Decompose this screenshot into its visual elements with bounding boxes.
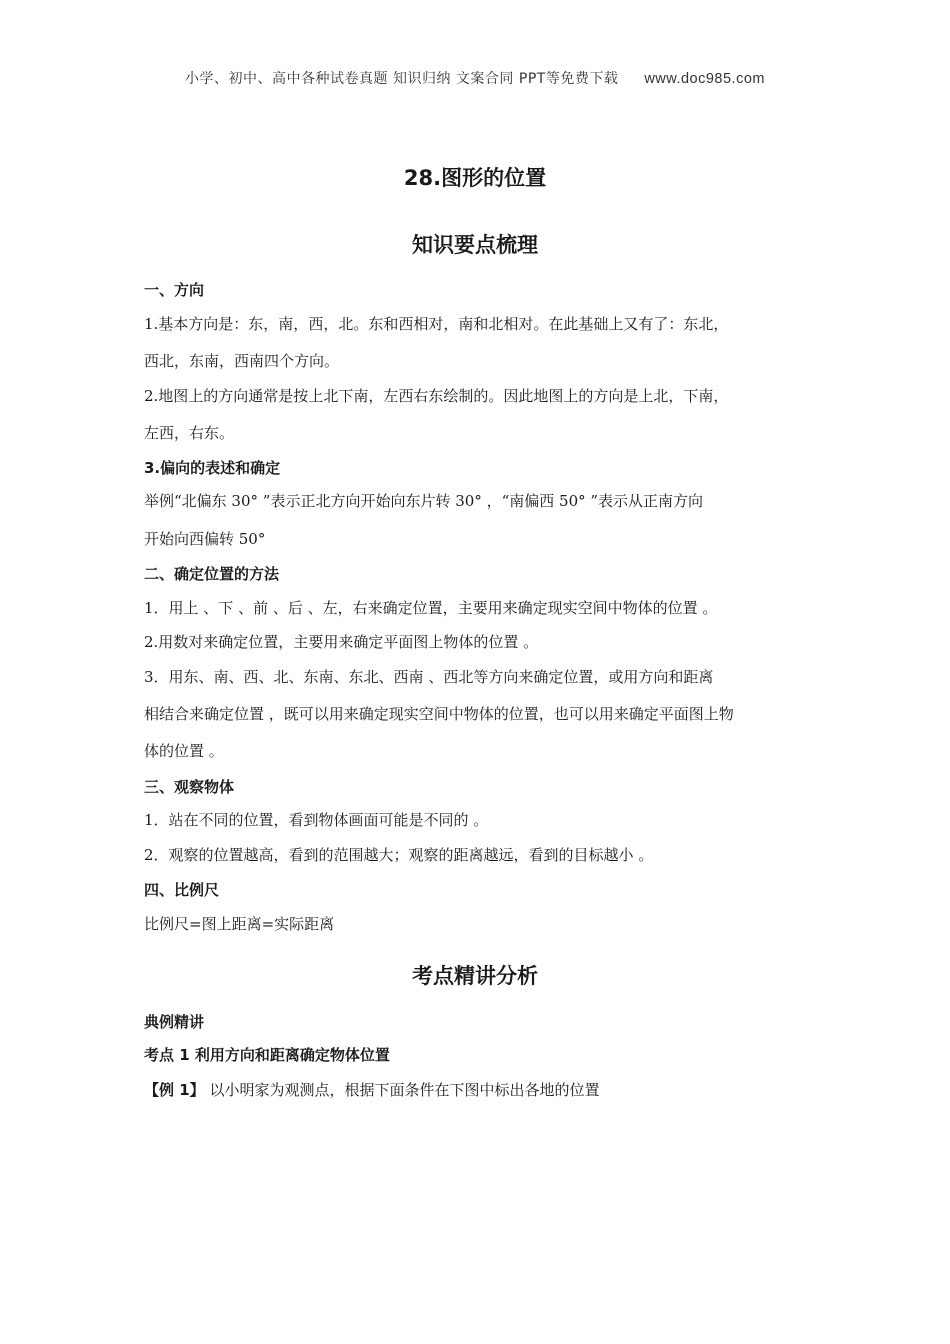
examples-heading: 典例精讲 (144, 1013, 205, 1031)
knowledge-title: 知识要点梳理 (412, 233, 538, 257)
example-1 (144, 1080, 814, 1100)
direction-p2-line1: 2.地图上的方向通常是按上北下南，左西右东绘制的。因此地图上的方向是上北，下南， (144, 387, 729, 405)
example-text: 以小明家为观测点，根据下面条件在下图中标出各地的位置 (204, 1081, 600, 1099)
direction-p1-line1: 1.基本方向是：东，南，西，北。东和西相对，南和北相对。在此基础上又有了：东北， (144, 315, 729, 333)
direction-sub-heading: 3.偏向的表述和确定 (144, 459, 281, 477)
method-p3-line3: 体的位置 。 (144, 742, 224, 760)
observe-p1: 1．站在不同的位置，看到物体画面可能是不同的 。 (144, 811, 489, 829)
header-site-link[interactable]: www.doc985.com (644, 71, 765, 87)
method-heading: 二、确定位置的方法 (144, 565, 280, 583)
observe-heading: 三、观察物体 (144, 778, 235, 796)
direction-p3-line2: 开始向西偏转 50° (144, 530, 266, 548)
method-p3-line2: 相结合来确定位置 ，既可以用来确定现实空间中物体的位置，也可以用来确定平面图上物 (144, 705, 734, 723)
method-p2: 2.用数对来确定位置，主要用来确定平面图上物体的位置 。 (144, 633, 539, 651)
direction-heading: 一、方向 (144, 281, 205, 299)
scale-heading: 四、比例尺 (144, 881, 220, 899)
method-p3-line1: 3．用东、南、西、北、东南、东北、西南 、西北等方向来确定位置，或用方向和距离 (144, 668, 714, 686)
direction-p3-line1: 举例“北偏东 30° ”表示正北方向开始向东片转 30° ，“南偏西 50° ”表示从正南方向 (144, 492, 704, 510)
direction-p1-line2: 西北，东南，西南四个方向。 (144, 352, 340, 370)
example-label: 【例 1】 (144, 1081, 205, 1099)
page-title: 28.图形的位置 (403, 166, 547, 190)
analysis-title: 考点精讲分析 (412, 964, 538, 988)
page-header (0, 68, 950, 88)
method-p1: 1．用上 、下 、前 、后 、左，右来确定位置，主要用来确定现实空间中物体的位置 。 (144, 599, 718, 617)
examples-point1: 考点 1 利用方向和距离确定物体位置 (144, 1046, 390, 1064)
observe-p2: 2．观察的位置越高，看到的范围越大；观察的距离越远，看到的目标越小 。 (144, 846, 654, 864)
direction-p2-line2: 左西，右东。 (144, 424, 235, 442)
scale-p1: 比例尺=图上距离=实际距离 (144, 915, 335, 933)
header-text: 小学、初中、高中各种试卷真题 知识归纳 文案合同 PPT等免费下载 (185, 71, 619, 87)
